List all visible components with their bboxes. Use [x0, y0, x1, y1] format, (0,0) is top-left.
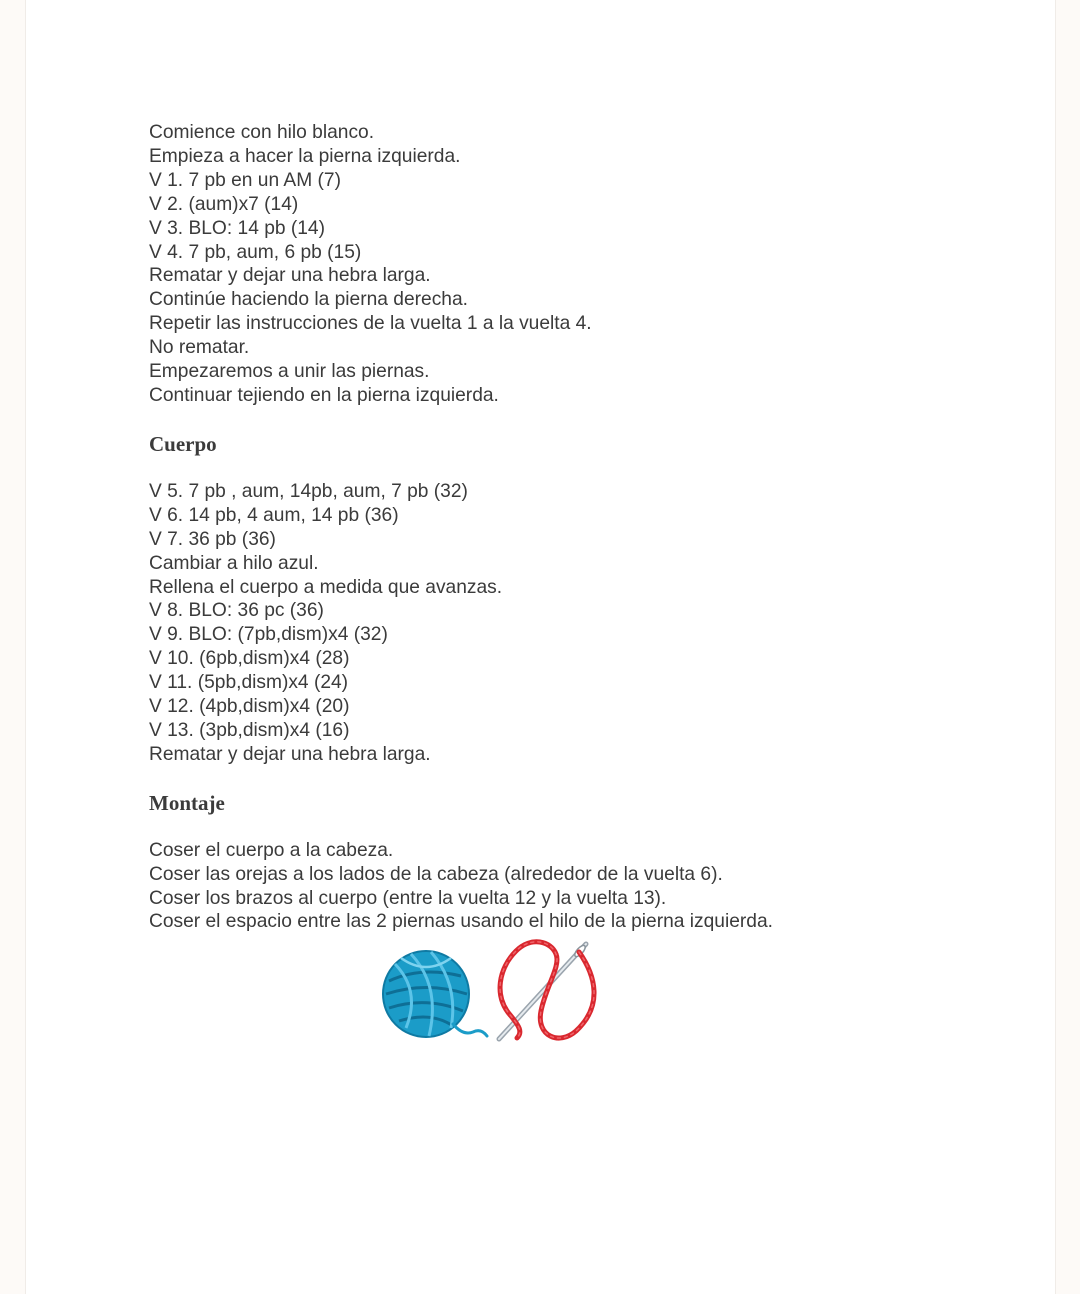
intro-line: Rematar y dejar una hebra larga. — [149, 265, 431, 287]
cuerpo-line: V 9. BLO: (7pb,dism)x4 (32) — [149, 624, 388, 646]
cuerpo-section — [149, 480, 1029, 767]
montaje-line: Coser las orejas a los lados de la cabeza (alrededor de la vuelta 6). — [149, 863, 723, 885]
montaje-heading: Montaje — [149, 790, 225, 815]
cuerpo-line: V 6. 14 pb, 4 aum, 14 pb (36) — [149, 504, 399, 526]
cuerpo-line: V 5. 7 pb , aum, 14pb, aum, 7 pb (32) — [149, 480, 468, 502]
intro-section — [149, 121, 1029, 408]
intro-line: Continuar tejiendo en la pierna izquierda. — [149, 384, 499, 406]
intro-line: V 4. 7 pb, aum, 6 pb (15) — [149, 241, 362, 263]
cuerpo-line: V 11. (5pb,dism)x4 (24) — [149, 672, 349, 694]
sewing-illustration — [381, 936, 601, 1044]
cuerpo-heading: Cuerpo — [149, 431, 217, 456]
intro-line: Repetir las instrucciones de la vuelta 1 a la vuelta 4. — [149, 313, 592, 335]
intro-line: Empezaremos a unir las piernas. — [149, 361, 430, 383]
intro-line: V 3. BLO: 14 pb (14) — [149, 217, 325, 239]
yarn-ball-icon — [383, 951, 487, 1037]
cuerpo-line: V 13. (3pb,dism)x4 (16) — [149, 719, 350, 741]
intro-line: Comience con hilo blanco. — [149, 122, 375, 143]
cuerpo-line: V 7. 36 pb (36) — [149, 528, 276, 550]
cuerpo-line: V 12. (4pb,dism)x4 (20) — [149, 696, 350, 718]
montaje-section — [149, 839, 1029, 935]
intro-line: Empieza a hacer la pierna izquierda. — [149, 145, 461, 167]
montaje-line: Coser el espacio entre las 2 piernas usando el hilo de la pierna izquierda. — [149, 911, 773, 933]
cuerpo-line: V 10. (6pb,dism)x4 (28) — [149, 648, 350, 670]
intro-line: No rematar. — [149, 337, 250, 359]
cuerpo-line: V 8. BLO: 36 pc (36) — [149, 600, 324, 622]
intro-line: Continúe haciendo la pierna derecha. — [149, 289, 468, 311]
needle-thread-icon — [499, 942, 594, 1039]
montaje-line: Coser el cuerpo a la cabeza. — [149, 839, 394, 861]
montaje-line: Coser los brazos al cuerpo (entre la vuelta 12 y la vuelta 13). — [149, 887, 667, 909]
intro-line: V 1. 7 pb en un AM (7) — [149, 169, 341, 191]
cuerpo-line: Rellena el cuerpo a medida que avanzas. — [149, 576, 503, 598]
document-page — [25, 0, 1056, 1294]
cuerpo-line: Cambiar a hilo azul. — [149, 552, 319, 574]
cuerpo-line: Rematar y dejar una hebra larga. — [149, 743, 431, 765]
intro-line: V 2. (aum)x7 (14) — [149, 193, 299, 215]
pattern-content — [149, 121, 1029, 934]
